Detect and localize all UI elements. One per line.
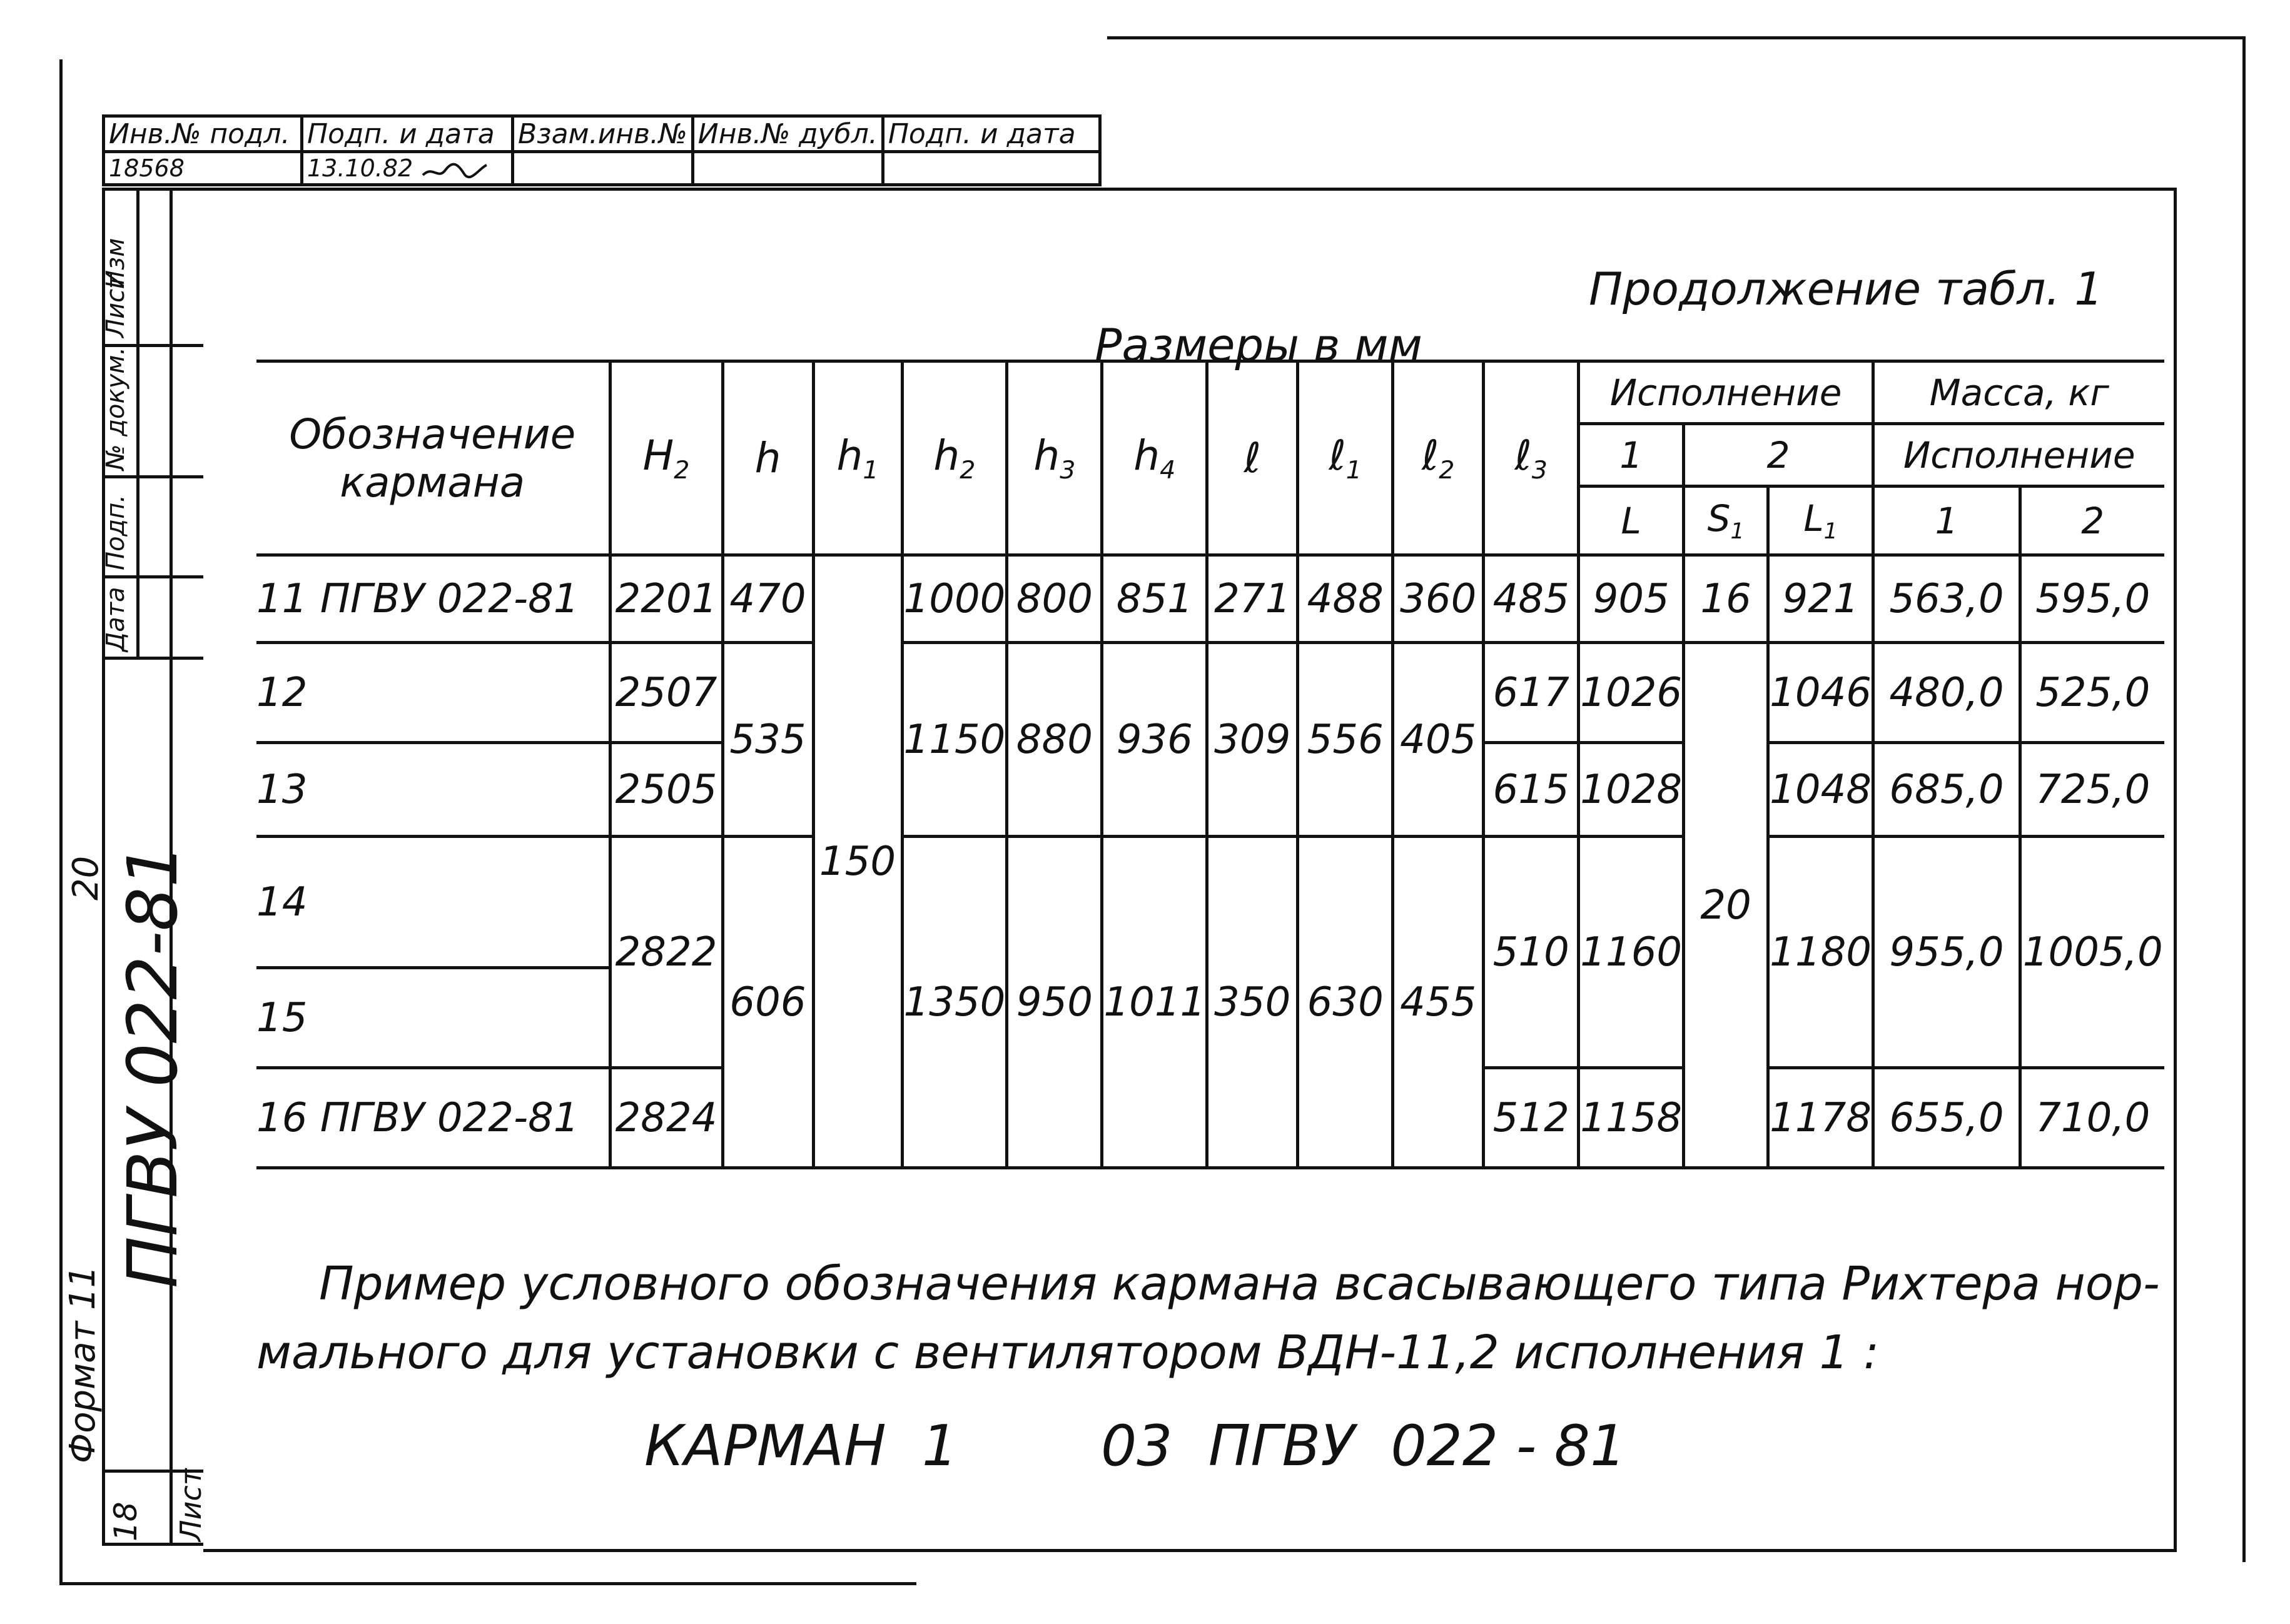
cell-l1-merged: 630 bbox=[1298, 837, 1393, 1168]
cell-h2: 1000 bbox=[902, 555, 1007, 643]
header-mass: Масса, кг bbox=[1873, 361, 2164, 424]
header-l bbox=[1207, 361, 1298, 555]
cell-l3: 617 bbox=[1484, 643, 1579, 743]
table-row bbox=[256, 643, 2164, 743]
stamp-header-inv-orig: Инв.№ подл. bbox=[104, 116, 302, 152]
stamp-date-text: 13.10.82 bbox=[307, 154, 421, 182]
cell-H2: 2507 bbox=[610, 643, 722, 743]
outer-frame-top bbox=[1107, 36, 2246, 39]
stamp-value-replace bbox=[513, 152, 693, 185]
signature-scribble bbox=[420, 159, 489, 181]
header-l3-sub: 3 bbox=[1531, 455, 1548, 485]
header-h bbox=[722, 361, 813, 555]
cell-l2-merged: 405 bbox=[1393, 643, 1484, 837]
row-designation: 13 bbox=[256, 743, 610, 837]
cell-l2-merged: 455 bbox=[1393, 837, 1484, 1168]
stamp-value-sign-date-2 bbox=[883, 152, 1100, 185]
cell-l3: 615 bbox=[1484, 743, 1579, 837]
stamp-header-replace: Взам.инв.№ bbox=[513, 116, 693, 152]
header-exec-2: 2 bbox=[1684, 424, 1873, 487]
header-H2-main: H bbox=[642, 431, 674, 480]
cell-h3-merged: 950 bbox=[1007, 837, 1102, 1168]
example-designation: КАРМАН 1 03 ПГВУ 022 - 81 bbox=[644, 1413, 1626, 1479]
header-l2 bbox=[1393, 361, 1484, 555]
cell-l3-merged: 510 bbox=[1484, 837, 1579, 1068]
table-row bbox=[256, 837, 2164, 968]
header-H2 bbox=[610, 361, 722, 555]
side-sheet-label: Лист bbox=[174, 1468, 208, 1541]
cell-L1: 1178 bbox=[1768, 1068, 1873, 1168]
cell-l3: 485 bbox=[1484, 555, 1579, 643]
cell-L1: 921 bbox=[1768, 555, 1873, 643]
cell-H2: 2824 bbox=[610, 1068, 722, 1168]
row-designation: 16 ПГВУ 022-81 bbox=[256, 1068, 610, 1168]
dimensions-table bbox=[256, 360, 2164, 1169]
side-label-sign: Подп. bbox=[101, 494, 130, 570]
row-designation: 14 bbox=[256, 837, 610, 968]
cell-h2-merged: 1350 bbox=[902, 837, 1007, 1168]
header-designation-text: Обозначение кармана bbox=[289, 410, 576, 507]
cell-L1: 1048 bbox=[1768, 743, 1873, 837]
header-mass-exec: Исполнение bbox=[1873, 424, 2164, 487]
side-label-izm: Изм bbox=[101, 238, 130, 289]
side-doc-code: ПГВУ 022-81 bbox=[113, 843, 193, 1288]
header-l1-sub: 1 bbox=[1345, 455, 1362, 485]
side-format: Формат 11 bbox=[63, 1265, 103, 1463]
header-h3-main: h bbox=[1033, 431, 1060, 480]
cell-mass-1-merged: 955,0 bbox=[1873, 837, 2020, 1068]
cell-L: 1028 bbox=[1579, 743, 1684, 837]
continuation-label: Продолжение табл. 1 bbox=[1589, 263, 2104, 315]
header-exec-L1-sub: 1 bbox=[1823, 519, 1838, 545]
header-exec-S1-main: S bbox=[1707, 497, 1731, 540]
side-label-date: Дата bbox=[101, 587, 130, 652]
header-h1-sub: 1 bbox=[863, 455, 879, 485]
cell-mass-2-merged: 1005,0 bbox=[2020, 837, 2164, 1068]
cell-l: 271 bbox=[1207, 555, 1298, 643]
cell-h1-merged: 150 bbox=[813, 555, 902, 1168]
cell-h4: 851 bbox=[1102, 555, 1207, 643]
side-label-list: Лист bbox=[101, 274, 130, 338]
cell-H2-merged: 2822 bbox=[610, 837, 722, 1068]
cell-h: 470 bbox=[722, 555, 813, 643]
header-exec-S1-sub: 1 bbox=[1730, 519, 1745, 545]
cell-L1: 1046 bbox=[1768, 643, 1873, 743]
table-row bbox=[256, 555, 2164, 643]
row-designation: 12 bbox=[256, 643, 610, 743]
cell-L1-merged: 1180 bbox=[1768, 837, 1873, 1068]
header-designation bbox=[256, 361, 610, 555]
header-h4-sub: 4 bbox=[1160, 455, 1176, 485]
stamp-value-sign-date bbox=[302, 152, 513, 185]
outer-frame-bottom bbox=[59, 1582, 916, 1585]
cell-mass-2: 710,0 bbox=[2020, 1068, 2164, 1168]
header-h-main: h bbox=[754, 434, 781, 482]
header-h1 bbox=[813, 361, 902, 555]
header-h2-main: h bbox=[933, 431, 960, 480]
header-exec-L1 bbox=[1768, 487, 1873, 555]
side-label-doc: № докум. bbox=[101, 346, 130, 470]
cell-l-merged: 309 bbox=[1207, 643, 1298, 837]
header-exec-L: L bbox=[1579, 487, 1684, 555]
cell-h4-merged: 936 bbox=[1102, 643, 1207, 837]
cell-l1-merged: 556 bbox=[1298, 643, 1393, 837]
header-l1-main: ℓ bbox=[1329, 431, 1346, 480]
header-h2 bbox=[902, 361, 1007, 555]
cell-S1-merged: 20 bbox=[1684, 643, 1768, 1168]
dims-caption: Размеры в мм bbox=[1095, 319, 1422, 371]
row-designation: 11 ПГВУ 022-81 bbox=[256, 555, 610, 643]
header-exec-S1 bbox=[1684, 487, 1768, 555]
example-line-2: мального для установки с вентилятором ВДН-11,2 исполнения 1 : bbox=[256, 1326, 1880, 1379]
header-h4 bbox=[1102, 361, 1207, 555]
side-page-number: 20 bbox=[66, 855, 106, 900]
cell-mass-2: 595,0 bbox=[2020, 555, 2164, 643]
cell-L: 1026 bbox=[1579, 643, 1684, 743]
cell-l3: 512 bbox=[1484, 1068, 1579, 1168]
header-l3 bbox=[1484, 361, 1579, 555]
cell-H2: 2201 bbox=[610, 555, 722, 643]
cell-mass-1: 563,0 bbox=[1873, 555, 2020, 643]
cell-l-merged: 350 bbox=[1207, 837, 1298, 1168]
header-exec-1: 1 bbox=[1579, 424, 1684, 487]
cell-l2: 360 bbox=[1393, 555, 1484, 643]
header-mass-1: 1 bbox=[1873, 487, 2020, 555]
cell-mass-1: 480,0 bbox=[1873, 643, 2020, 743]
side-sheet-number: 18 bbox=[108, 1501, 144, 1541]
cell-h-merged: 606 bbox=[722, 837, 813, 1168]
header-l1 bbox=[1298, 361, 1393, 555]
header-h2-sub: 2 bbox=[960, 455, 976, 485]
cell-mass-1: 655,0 bbox=[1873, 1068, 2020, 1168]
cell-h2-merged: 1150 bbox=[902, 643, 1007, 837]
stamp-value-inv-dup bbox=[692, 152, 883, 185]
cell-H2: 2505 bbox=[610, 743, 722, 837]
outer-frame-right bbox=[2242, 36, 2246, 1562]
header-H2-sub: 2 bbox=[674, 455, 690, 485]
header-h3 bbox=[1007, 361, 1102, 555]
cell-L-merged: 1160 bbox=[1579, 837, 1684, 1068]
header-l2-sub: 2 bbox=[1439, 455, 1455, 485]
cell-mass-1: 685,0 bbox=[1873, 743, 2020, 837]
header-l2-main: ℓ bbox=[1422, 431, 1439, 480]
stamp-header-sign-date: Подп. и дата bbox=[302, 116, 513, 152]
header-exec-L1-main: L bbox=[1803, 497, 1824, 540]
cell-l1: 488 bbox=[1298, 555, 1393, 643]
cell-h3: 800 bbox=[1007, 555, 1102, 643]
header-h3-sub: 3 bbox=[1060, 455, 1076, 485]
header-h1-main: h bbox=[836, 431, 863, 480]
cell-L: 1158 bbox=[1579, 1068, 1684, 1168]
approval-stamp bbox=[102, 114, 1102, 186]
cell-mass-2: 525,0 bbox=[2020, 643, 2164, 743]
cell-S1: 16 bbox=[1684, 555, 1768, 643]
row-designation: 15 bbox=[256, 968, 610, 1068]
header-l-main: ℓ bbox=[1244, 434, 1261, 482]
header-l3-main: ℓ bbox=[1514, 431, 1532, 480]
cell-mass-2: 725,0 bbox=[2020, 743, 2164, 837]
header-h4-main: h bbox=[1133, 431, 1160, 480]
cell-h4-merged: 1011 bbox=[1102, 837, 1207, 1168]
cell-h3-merged: 880 bbox=[1007, 643, 1102, 837]
cell-h-merged: 535 bbox=[722, 643, 813, 837]
header-mass-2: 2 bbox=[2020, 487, 2164, 555]
stamp-value-inv-orig: 18568 bbox=[104, 152, 302, 185]
stamp-header-sign-date-2: Подп. и дата bbox=[883, 116, 1100, 152]
stamp-header-inv-dup: Инв.№ дубл. bbox=[692, 116, 883, 152]
header-execution: Исполнение bbox=[1579, 361, 1873, 424]
cell-L: 905 bbox=[1579, 555, 1684, 643]
example-line-1: Пример условного обозначения кармана всасывающего типа Рихтера нор- bbox=[319, 1257, 2160, 1311]
